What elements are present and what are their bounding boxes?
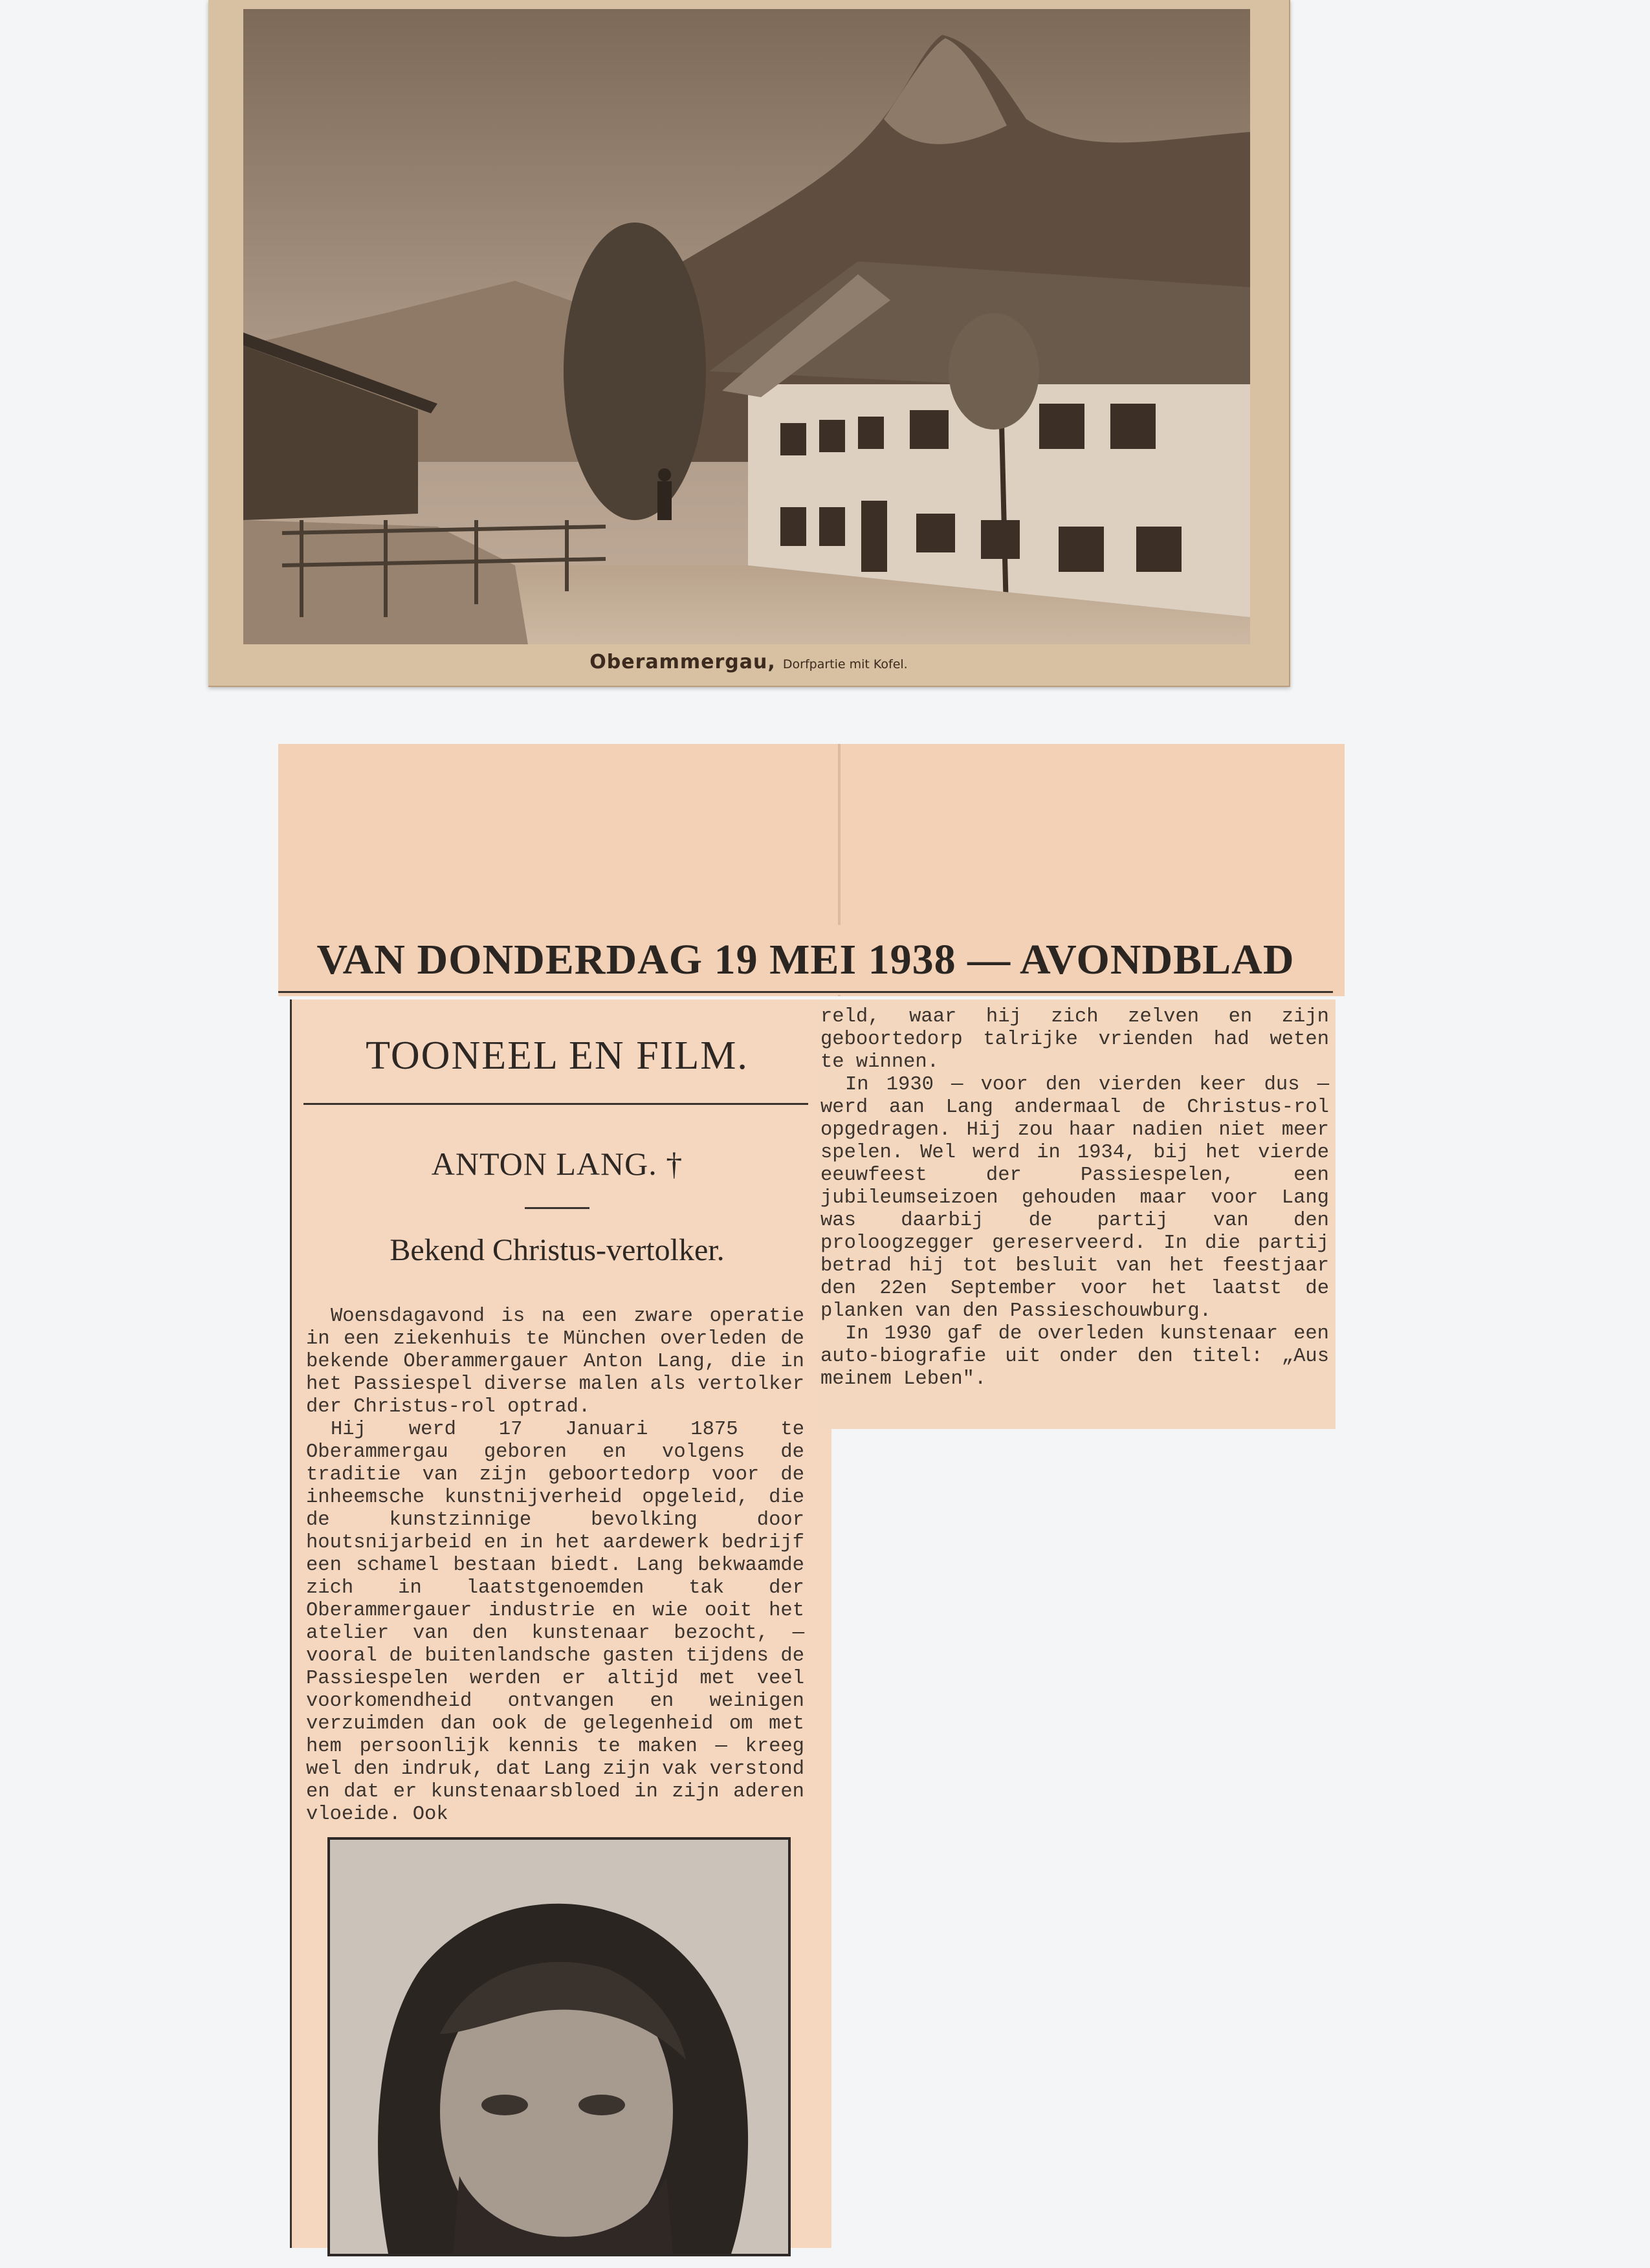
section-title: TOONEEL EN FILM. [366,1034,749,1078]
headline-rule [525,1207,589,1209]
section-rule [303,1103,808,1105]
newspaper-masthead: VAN DONDERDAG 19 MEI 1938 — AVONDBLAD [278,925,1333,995]
masthead-rule [278,991,1333,993]
postcard-caption [208,651,1289,673]
caption-place: Oberammergau, [589,651,776,673]
portrait-illustration [330,1840,788,2254]
caption-subtitle: Dorfpartie mit Kofel. [782,657,908,671]
article-headline: ANTON LANG. † [431,1146,683,1182]
postcard-photo [243,9,1250,644]
article-right-column [818,999,1336,1429]
postcard [208,0,1290,687]
article-paragraph: In 1930 — voor den vierden keer dus — werd aan Lang andermaal de Christus-rol opgedragen. Hij zou haar nadien niet meer spelen. Wel werd in 1934, bij het vierde eeuwfeest der Passiespelen, een jubileumseizoen gehouden maar voor Lang was daarbij de partij van den proloogzegger gereserveerd. In die partij betrad hij tot besluit van het feestjaar den 22en September voor het laatst de planken van den Passieschouwburg. [820,1074,1329,1322]
article-body-right [820,1006,1329,1391]
article-paragraph: In 1930 gaf de overleden kunstenaar een auto-biografie uit onder den titel: „Aus meinem Leben". [820,1323,1329,1390]
article-body-left [306,1305,804,1826]
article-subhead: Bekend Christus-vertolker. [390,1233,725,1267]
article-paragraph: Woensdagavond is na een zware operatie in een ziekenhuis te München overleden de bekende Oberammergauer Anton Lang, die in het Passiespel diverse malen als vertolker der Christus-rol optrad. [306,1305,804,1418]
article-paragraph: Hij werd 17 Januari 1875 te Oberammergau geboren en volgens de traditie van zijn geboortedorp voor de inheemsche kunstnijverheid opgeleid, die de kunstzinnige bevolking door houtsnijarbeid en in het aardewerk bedrijf een schamel bestaan biedt. Lang bekwaamde zich in laatstgenoemden tak der Oberammergauer industrie en wie ooit het atelier van den kunstenaar bezocht, — vooral de buitenlandsche gasten tijdens de Passiespelen werden er altijd met veel voorkomendheid ontvangen en weinigen verzuimden dan ook de gelegenheid om met hem persoonlijk kennis te maken — kreeg wel den indruk, dat Lang zijn vak verstond en dat er kunstenaarsbloed in zijn aderen vloeide. Ook [306,1419,804,1826]
portrait-photo [327,1837,791,2256]
village-scene-illustration [243,9,1250,644]
article-paragraph: reld, waar hij zich zelven en zijn geboortedorp talrijke vrienden had weten te winnen. [820,1006,1329,1073]
